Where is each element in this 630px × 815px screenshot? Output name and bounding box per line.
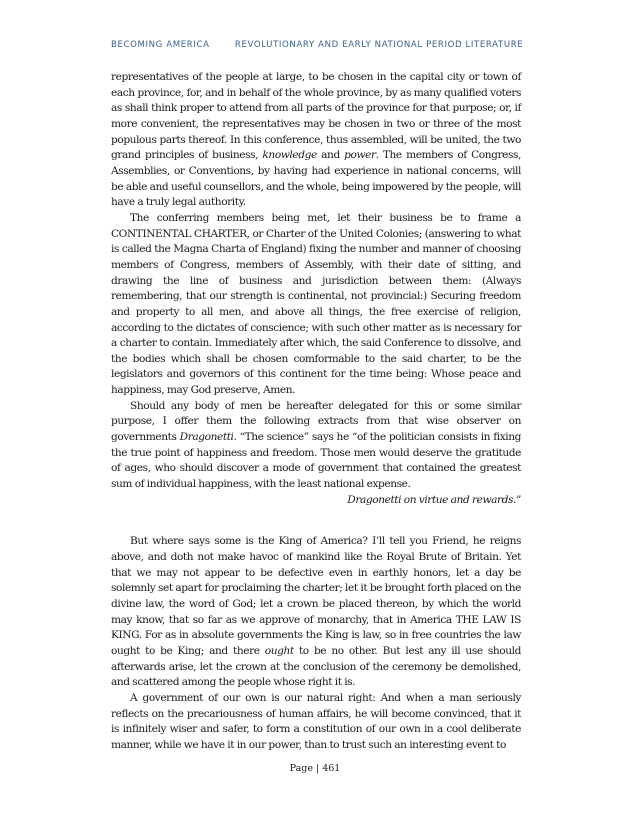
italic-run: Dragonetti on virtue and rewards: [347, 493, 514, 506]
page-body: [111, 70, 521, 754]
text-run: But where says some is the King of America? I’ll tell you Friend, he reigns above, and doth not make havoc of mankind like the Royal Brute of Britain. Yet that we may not appear to be defective even in earthly honors, let a day be solemnly set apart for proclaiming the charter; let it be brought forth placed on the divine law, the word of God; let a crown be placed thereon, by which the world may know, that so far as we approve of monarchy, that in America THE LAW IS KING. For as in absolute governments the King is law, so in free countries the law ought to be King; and there: [111, 535, 521, 657]
text-run: . The members of Congress, Assemblies, or Conventions, by having had experience in national concerns, will be able and useful counsellors, and the whole, being impowered by the people, will have a truly legal authority.: [111, 149, 522, 209]
paragraph-4: [111, 534, 521, 691]
text-run: representatives of the people at large, to be chosen in the capital city or town of each province, for, and in behalf of the whole province, by as many qualified voters as shall think proper to attend from all parts of the province for that purpose; or, if more convenient, the representatives may be chosen in two or three of the most populous parts thereof. In this conference, thus assembled, will be united, the two grand principles of business,: [111, 71, 521, 162]
paragraph-2: The conferring members being met, let their business be to frame a CONTINENTAL CHARTER, or Charter of the United Colonies; (answering to what is called the Magna Charta of England) fixing the number and manner of choosing members of Congress, members of Assembly, with their date of sitting, and drawing the line of business and jurisdiction between them: (Always remembering, that our strength is continental, not provincial:) Securing freedom and property to all men, and above all things, the free exercise of religion, according to the dictates of conscience; with such other matter as is necessary for a charter to contain. Immediately after which, the said Conference to dissolve, and the bodies which shall be chosen comformable to the said charter, to be the legislators and governors of this continent for the time being: Whose peace and happiness, may God preserve, Amen.: [111, 211, 521, 397]
paragraph-1: [111, 70, 521, 211]
header-book-title: BECOMING AMERICA: [111, 40, 210, 50]
paragraph-5: A government of our own is our natural right: And when a man seriously reflects on the precariousness of human affairs, he will become convinced, that it is infinitely wiser and safer, to form a constitution of our own in a cool deliberate manner, while we have it in our power, than to trust such an interesting event to: [111, 691, 521, 751]
italic-run: power: [344, 149, 376, 162]
header-section-title: REVOLUTIONARY AND EARLY NATIONAL PERIOD LITERATURE: [234, 40, 524, 50]
italic-run: Dragonetti: [179, 431, 234, 444]
text-run: to be no other. But lest any ill use should afterwards arise, let the crown at the conclusion of the ceremony be demolished, and scattered among the people whose right it is.: [111, 644, 521, 689]
text-run: .”: [513, 493, 521, 506]
paragraph-3: [111, 399, 521, 493]
italic-run: ought: [264, 644, 294, 657]
text-run: and: [316, 149, 345, 162]
italic-run: knowledge: [262, 149, 317, 162]
text-run: . “The science” says he “of the politician consists in fixing the true point of happiness and freedom. Those men would deserve the gratitude of ages, who should discover a mode of government that contained the greatest sum of individual happiness, with the least national expense.: [111, 431, 521, 491]
quote-attribution: [111, 493, 521, 509]
running-header: [111, 40, 523, 50]
page-number: Page | 461: [289, 763, 341, 774]
section-gap: [111, 508, 521, 534]
text-run: Should any body of men be hereafter delegated for this or some similar purpose, I offer them the following extracts from that wise observer on governments: [111, 399, 521, 444]
